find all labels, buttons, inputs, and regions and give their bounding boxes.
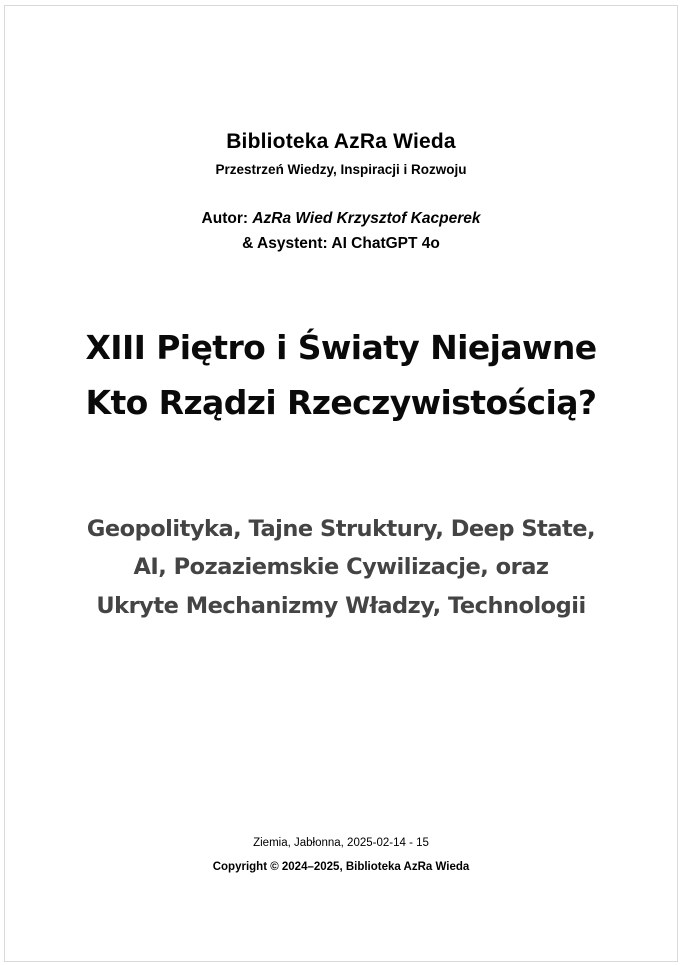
library-tagline: Przestrzeń Wiedzy, Inspiracji i Rozwoju: [215, 162, 467, 177]
page-title-line-2: Kto Rządzi Rzeczywistością?: [85, 383, 597, 422]
copyright-notice: Copyright © 2024–2025, Biblioteka AzRa Wieda: [212, 861, 470, 873]
place-date: Ziemia, Jabłonna, 2025-02-14 - 15: [253, 837, 429, 849]
author-line: [5, 210, 677, 228]
assistant-line: & Asystent: AI ChatGPT 4o: [242, 235, 440, 252]
author-label: Autor:: [201, 210, 249, 227]
document-page: [4, 5, 678, 962]
subtitle-line-2: AI, Pozaziemskie Cywilizacje, oraz: [133, 554, 549, 580]
page-title-line-1: XIII Piętro i Światy Niejawne: [85, 328, 597, 367]
subtitle-line-1: Geopolityka, Tajne Struktury, Deep State,: [86, 516, 596, 542]
library-name: Biblioteka AzRa Wieda: [226, 130, 456, 153]
author-name: AzRa Wied Krzysztof Kacperek: [252, 210, 481, 227]
subtitle-line-3: Ukryte Mechanizmy Władzy, Technologii: [96, 593, 586, 619]
